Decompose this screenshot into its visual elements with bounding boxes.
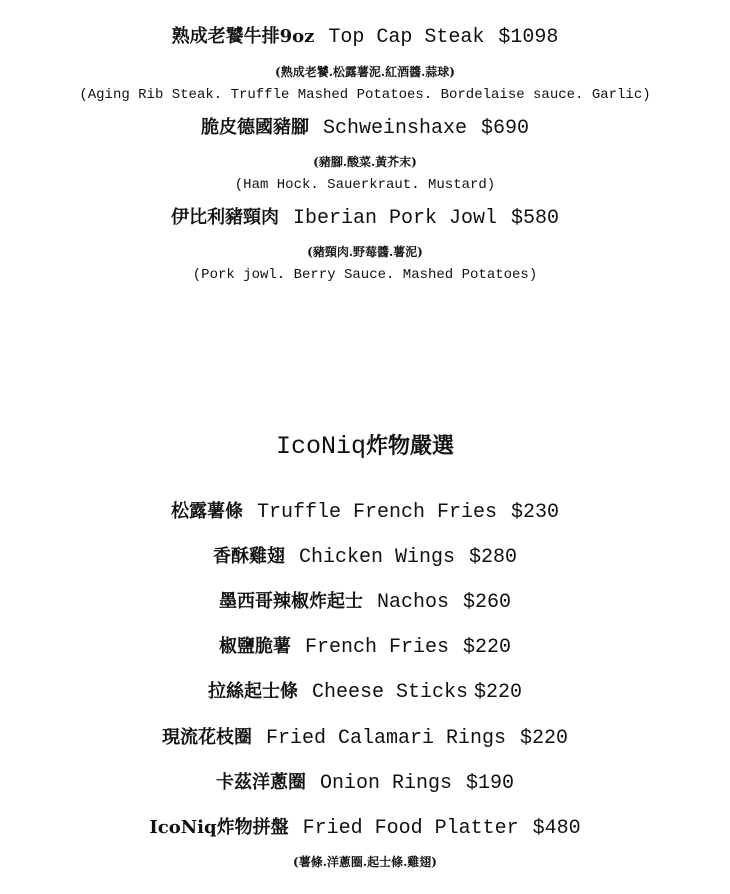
dish-name-zh: 墨西哥辣椒炸起士 xyxy=(218,591,363,612)
dish-name-zh: 松露薯條 xyxy=(170,501,243,522)
section-title-en: IcoNiq xyxy=(275,432,366,461)
menu-item-onion-rings xyxy=(0,774,730,794)
dish-name-en: Onion Rings xyxy=(319,772,452,795)
dish-name-zh: 拉絲起士條 xyxy=(207,681,298,702)
dish-price: $220 xyxy=(474,681,523,704)
menu-item-fried-food-platter xyxy=(0,819,730,839)
dish-name-zh: 熟成老饕牛排9oz xyxy=(171,26,315,47)
dish-price: $260 xyxy=(463,591,512,614)
dish-name-zh: 香酥雞翅 xyxy=(212,546,285,567)
dish-description-en: (Ham Hock. Sauerkraut. Mustard) xyxy=(234,177,496,193)
dish-description-en: (Aging Rib Steak. Truffle Mashed Potatoes. Bordelaise sauce. Garlic) xyxy=(79,87,651,103)
dish-price: $190 xyxy=(466,772,515,795)
dish-name-en: French Fries xyxy=(304,636,449,659)
dish-name-zh: 伊比利豬頸肉 xyxy=(170,207,279,228)
menu-item-iberian-pork-jowl xyxy=(0,209,730,229)
menu-item-cheese-sticks xyxy=(0,683,730,703)
dish-name-zh: 現流花枝圈 xyxy=(161,727,252,748)
dish-name-en: Fried Calamari Rings xyxy=(265,727,507,750)
dish-description-zh: (豬頸肉.野莓醬.薯泥) xyxy=(307,245,423,259)
menu-item-nachos xyxy=(0,593,730,613)
dish-description-zh: (薯條.洋蔥圈.起士條.雞翅) xyxy=(293,855,437,869)
dish-name-en: Fried Food Platter xyxy=(302,817,519,840)
section-title-zh: 炸物嚴選 xyxy=(366,433,455,459)
menu-item-schweinshaxe xyxy=(0,119,730,139)
dish-name-zh: 卡茲洋蔥圈 xyxy=(215,772,306,793)
dish-description-zh: (豬腳.酸菜.黃芥末) xyxy=(313,155,417,169)
dish-description-zh: (熟成老饕.松露薯泥.紅酒醬.蒜球) xyxy=(275,65,455,79)
menu-item-top-cap-steak xyxy=(0,28,730,48)
dish-description-en: (Pork jowl. Berry Sauce. Mashed Potatoes) xyxy=(192,267,538,283)
dish-name-en: Cheese Sticks xyxy=(311,681,468,704)
menu-item-truffle-fries xyxy=(0,503,730,523)
dish-price: $280 xyxy=(469,546,518,569)
menu-item-french-fries xyxy=(0,638,730,658)
dish-name-zh: 脆皮德國豬腳 xyxy=(200,117,309,138)
dish-name-en: Top Cap Steak xyxy=(328,26,485,49)
dish-price: $480 xyxy=(532,817,581,840)
dish-price: $220 xyxy=(463,636,512,659)
dish-name-en: Iberian Pork Jowl xyxy=(292,207,498,230)
section-title-fried xyxy=(0,434,730,459)
dish-name-zh: 椒鹽脆薯 xyxy=(218,636,291,657)
dish-name-en: Nachos xyxy=(376,591,449,614)
dish-price: $230 xyxy=(511,501,560,524)
dish-price: $1098 xyxy=(498,26,559,49)
dish-name-en: Chicken Wings xyxy=(298,546,455,569)
dish-price: $220 xyxy=(520,727,569,750)
menu-item-calamari-rings xyxy=(0,729,730,749)
dish-name-zh: IcoNiq炸物拼盤 xyxy=(149,817,289,838)
dish-name-en: Truffle French Fries xyxy=(256,501,498,524)
dish-price: $580 xyxy=(511,207,560,230)
dish-price: $690 xyxy=(481,117,530,140)
menu-item-chicken-wings xyxy=(0,548,730,568)
dish-name-en: Schweinshaxe xyxy=(322,117,467,140)
